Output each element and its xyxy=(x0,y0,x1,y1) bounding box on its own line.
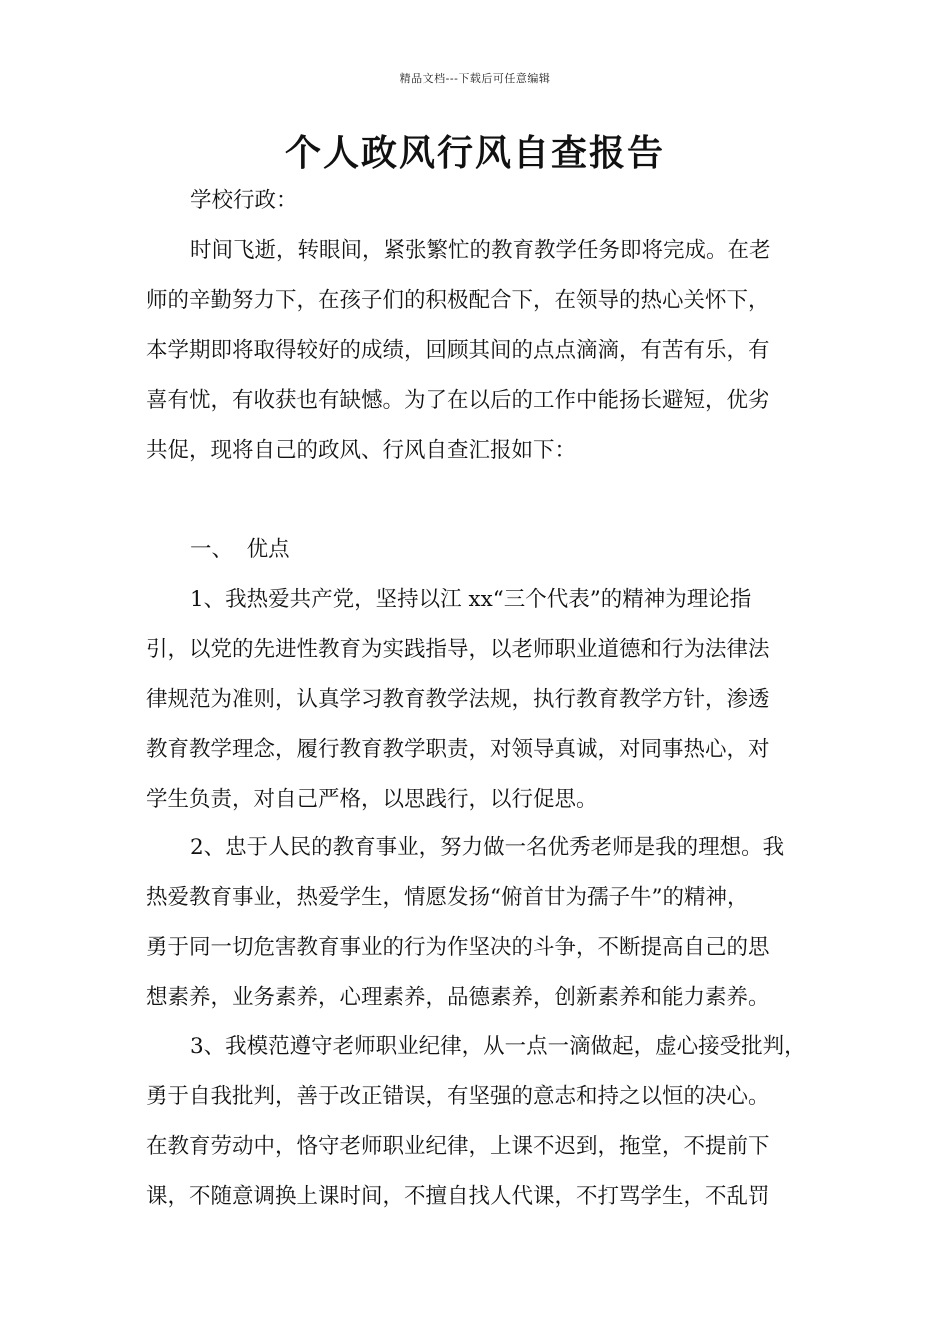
intro-paragraph xyxy=(146,226,810,476)
paragraph-line: 引，以党的先进性教育为实践指导，以老师职业道德和行为法律法 xyxy=(146,637,770,662)
paragraph-line: 律规范为准则，认真学习教育教学法规，执行教育教学方针，渗透 xyxy=(146,687,770,712)
paragraph-line: 2、忠于人民的教育事业，努力做一名优秀老师是我的理想。我 xyxy=(190,835,785,860)
paragraph-line: 勇于同一切危害教育事业的行为作坚决的斗争，不断提高自己的思 xyxy=(146,935,770,960)
header-note: 精品文档---下载后可任意编辑 xyxy=(399,72,551,85)
paragraph-line: 在教育劳动中，恪守老师职业纪律，上课不迟到，拖堂，不提前下 xyxy=(146,1134,770,1159)
item-3-paragraph xyxy=(146,1022,810,1222)
paragraph-line: 喜有忧，有收获也有缺憾。为了在以后的工作中能扬长避短，优劣 xyxy=(146,388,770,413)
paragraph-line: 想素养，业务素养，心理素养，品德素养，创新素养和能力素养。 xyxy=(146,985,770,1010)
section-heading: 一、 优点 xyxy=(190,537,290,562)
item-2-paragraph xyxy=(146,823,810,1023)
paragraph-line: 热爱教育事业，热爱学生，情愿发扬“俯首甘为孺子牛”的精神， xyxy=(146,885,749,910)
paragraph-line: 课，不随意调换上课时间，不擅自找人代课，不打骂学生，不乱罚 xyxy=(146,1184,770,1209)
salutation: 学校行政： xyxy=(190,188,298,213)
paragraph-line: 教育教学理念，履行教育教学职责，对领导真诚，对同事热心，对 xyxy=(146,737,770,762)
salutation-block xyxy=(146,176,810,226)
item-1-paragraph xyxy=(146,575,810,825)
paragraph-line: 共促，现将自己的政风、行风自查汇报如下： xyxy=(146,438,577,463)
document-title: 个人政风行风自查报告 xyxy=(284,132,665,174)
paragraph-line: 时间飞逝，转眼间，紧张繁忙的教育教学任务即将完成。在老 xyxy=(190,238,771,263)
paragraph-line: 勇于自我批判，善于改正错误，有坚强的意志和持之以恒的决心。 xyxy=(146,1084,770,1109)
paragraph-line: 3、我模范遵守老师职业纪律，从一点一滴做起，虚心接受批判， xyxy=(190,1034,806,1059)
paragraph-line: 学生负责，对自己严格，以思践行，以行促思。 xyxy=(146,787,598,812)
paragraph-line: 师的辛勤努力下，在孩子们的积极配合下，在领导的热心关怀下， xyxy=(146,288,770,313)
paragraph-line: 本学期即将取得较好的成绩，回顾其间的点点滴滴，有苦有乐，有 xyxy=(146,338,770,363)
section-heading-block xyxy=(146,525,810,575)
paragraph-line: 1、我热爱共产党，坚持以江 xx“三个代表”的精神为理论指 xyxy=(190,587,752,612)
